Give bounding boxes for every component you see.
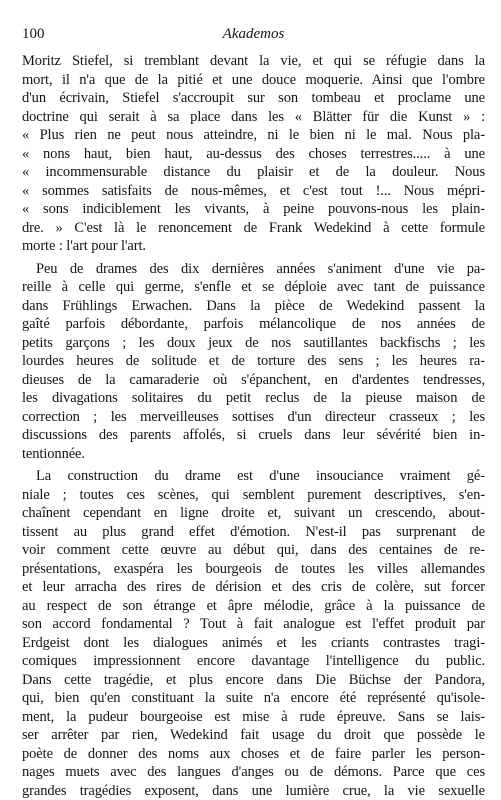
text-line: Moritz Stiefel, si tremblant devant la vie, et qui se réfugie dans la [22, 52, 485, 71]
page-header [22, 26, 485, 48]
text-line: « nons haut, bien haut, au-dessus des choses terrestres..... à une [22, 145, 485, 164]
text-line: présentations, exaspéra les bourgeois de toutes les villes allemandes [22, 560, 485, 579]
paragraph [22, 52, 485, 256]
text-line: tentionnée. [22, 445, 485, 464]
text-line: morte : l'art pour l'art. [22, 237, 485, 256]
running-title: Akademos [22, 26, 485, 43]
text-line: La construction du drame est d'une insouciance vraiment gé- [22, 467, 485, 486]
text-line: les divagations solitaires du petit reclus de la pieuse maison de [22, 389, 485, 408]
text-line: gaîté parfois débordante, parfois mélancolique de nos années de [22, 315, 485, 334]
text-line: Peu de drames des dix dernières années s'animent d'une vie pa- [22, 260, 485, 279]
paragraph [22, 260, 485, 464]
text-line: doctrine qui serait à sa place dans les « Blätter für die Kunst » : [22, 108, 485, 127]
text-line: et leur arracha des rires de dérision et des cris de colère, sut forcer [22, 578, 485, 597]
text-line: d'un écrivain, Stiefel s'accroupit sur son tombeau et proclame une [22, 89, 485, 108]
book-page [22, 26, 485, 800]
text-line: son accord fondamental ? Tout à fait analogue est l'effet produit par [22, 615, 485, 634]
page-body [22, 52, 485, 800]
text-line: qui, bien qu'en constituant la suite n'a encore été représenté qu'isole- [22, 689, 485, 708]
text-line: dans Frühlings Erwachen. Dans la pièce de Wedekind passent la [22, 297, 485, 316]
text-line: au respect de son étrange et âpre mélodie, grâce à la puissance de [22, 597, 485, 616]
text-line: Dans cette tragédie, et plus encore dans Die Büchse der Pandora, [22, 671, 485, 690]
text-line: petits garçons ; les doux jeux de nos sautillantes backfischs ; les [22, 334, 485, 353]
page-number: 100 [22, 26, 45, 43]
text-line: grandes tragédies exposent, dans une lumière crue, la vie sexuelle [22, 782, 485, 800]
text-line: « Plus rien ne peut nous atteindre, ni le bien ni le mal. Nous pla- [22, 126, 485, 145]
text-line: comiques impressionnent encore davantage l'intelligence du public. [22, 652, 485, 671]
text-line: lourdes heures de solitude et de torture des sens ; les heures ra- [22, 352, 485, 371]
text-line: tissent au plus grand effet d'émotion. N'est-il pas surprenant de [22, 523, 485, 542]
text-line: nages muets avec des langues d'anges ou de démons. Parce que ces [22, 763, 485, 782]
text-line: dieuses de la camaraderie où s'épanchent, en d'ardentes tendresses, [22, 371, 485, 390]
text-line: chaînent cependant en ligne droite et, suivant un crescendo, about- [22, 504, 485, 523]
text-line: « sommes satisfaits de nous-mêmes, et c'est tout !... Nous mépri- [22, 182, 485, 201]
text-line: « sons indiciblement les vivants, à peine pouvons-nous les plain- [22, 200, 485, 219]
text-line: ser arrêter par rien, Wedekind fait usage du droit que possède le [22, 726, 485, 745]
text-line: poète de donner des noms aux choses et de faire parler les person- [22, 745, 485, 764]
text-line: ment, la pudeur bourgeoise est mise à rude épreuve. Sans se lais- [22, 708, 485, 727]
text-line: « incommensurable distance du plaisir et de la douleur. Nous [22, 163, 485, 182]
text-line: discussions des parents affolés, si cruels dans leur sévérité bien in- [22, 426, 485, 445]
text-line: mort, il n'a que de la pitié et une douce moquerie. Ainsi que l'ombre [22, 71, 485, 90]
text-line: reille à celle qui germe, s'enfle et se déploie avec tant de puissance [22, 278, 485, 297]
text-line: niale ; toutes ces scènes, qui semblent purement descriptives, s'en- [22, 486, 485, 505]
text-line: correction ; les merveilleuses sottises d'un directeur crasseux ; les [22, 408, 485, 427]
paragraph [22, 467, 485, 800]
text-line: voir comment cette œuvre au début qui, dans des centaines de re- [22, 541, 485, 560]
text-line: Erdgeist dont les dialogues animés et les criants contrastes tragi- [22, 634, 485, 653]
text-line: dre. » C'est là le renoncement de Frank Wedekind à cette formule [22, 219, 485, 238]
